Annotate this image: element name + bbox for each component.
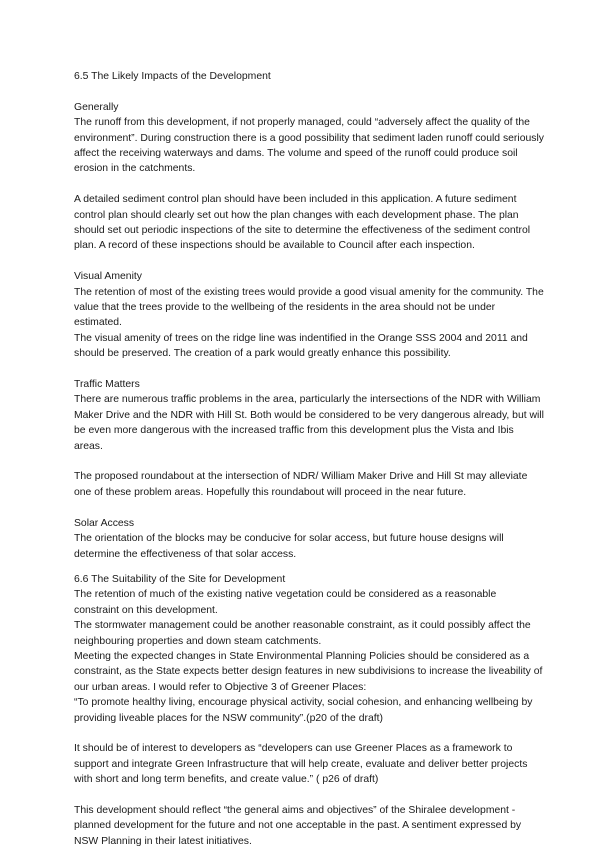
paragraph-sepp: Meeting the expected changes in State Environmental Planning Policies should be considered as a constraint, as the State expects better design features in new subdivisions to increase the liveability of our urban areas. I would refer to Objective 3 of Greener Places: [74,650,543,693]
section-heading-6-5: 6.5 The Likely Impacts of the Development [74,71,271,82]
paragraph-trees-retention: The retention of most of the existing trees would provide a good visual amenity for the community. The value that the trees provide to the wellbeing of the residents in the area should not be under estimated. [74,286,544,329]
subheading-solar-access: Solar Access [74,517,135,529]
subheading-traffic-matters: Traffic Matters [74,379,140,391]
paragraph-sediment-plan: A detailed sediment control plan should have been included in this application. A future sediment control plan should clearly set out how the plan changes with each development phase. The plan should set out periodic inspections of the site to determine the effectiveness of the sediment control plan. A record of these inspections should be available to Council after each inspection. [74,194,531,252]
paragraph-developers: It should be of interest to developers as “developers can use Greener Places as a framework to support and integrate Green Infrastructure that will help create, evaluate and deliver better projects with short and long term benefits, and create value.” ( p26 of draft) [74,743,528,786]
paragraph-ridge-line: The visual amenity of trees on the ridge line was indentified in the Orange SSS 2004 and 2011 and should be preserved. The creation of a park would greatly enhance this possibility. [74,332,528,360]
paragraph-runoff: The runoff from this development, if not properly managed, could “adversely affect the quality of the environment”. During construction there is a good possibility that sediment laden runoff could seriously affect the receiving waterways and dams. The volume and speed of the runoff could produce soil erosion in the catchments. [74,117,544,175]
paragraph-objective-quote: “To promote healthy living, encourage physical activity, social cohesion, and enhancing wellbeing by providing liveable places for the NSW community”.(p20 of the draft) [74,697,533,724]
paragraph-stormwater: The stormwater management could be another reasonable constraint, as it could possibly affect the neighbouring properties and down steam catchments. [74,620,531,647]
subheading-generally: Generally [74,101,119,113]
paragraph-roundabout: The proposed roundabout at the intersection of NDR/ William Maker Drive and Hill St may alleviate one of these problem areas. Hopefully this roundabout will proceed in the near future. [74,471,528,498]
paragraph-solar: The orientation of the blocks may be conducive for solar access, but future house designs will determine the effectiveness of that solar access. [74,533,504,560]
paragraph-traffic-problems: There are numerous traffic problems in the area, particularly the intersections of the NDR with William Maker Drive and the NDR with Hill St. Both would be considered to be very dangerous already, but will be even more dangerous with the increased traffic from this development plus the Vista and Ibis areas. [74,394,544,452]
paragraph-native-vegetation: The retention of much of the existing native vegetation could be considered as a reasonable constraint on this development. [74,589,497,616]
subheading-visual-amenity: Visual Amenity [74,271,142,283]
section-heading-6-6: 6.6 The Suitability of the Site for Development [74,573,286,585]
document-page [74,69,544,849]
paragraph-shiralee: This development should reflect “the general aims and objectives” of the Shiralee development - planned development for the future and not one acceptable in the past. A sentiment expressed by NSW Planning in their latest initiatives. [74,804,522,847]
